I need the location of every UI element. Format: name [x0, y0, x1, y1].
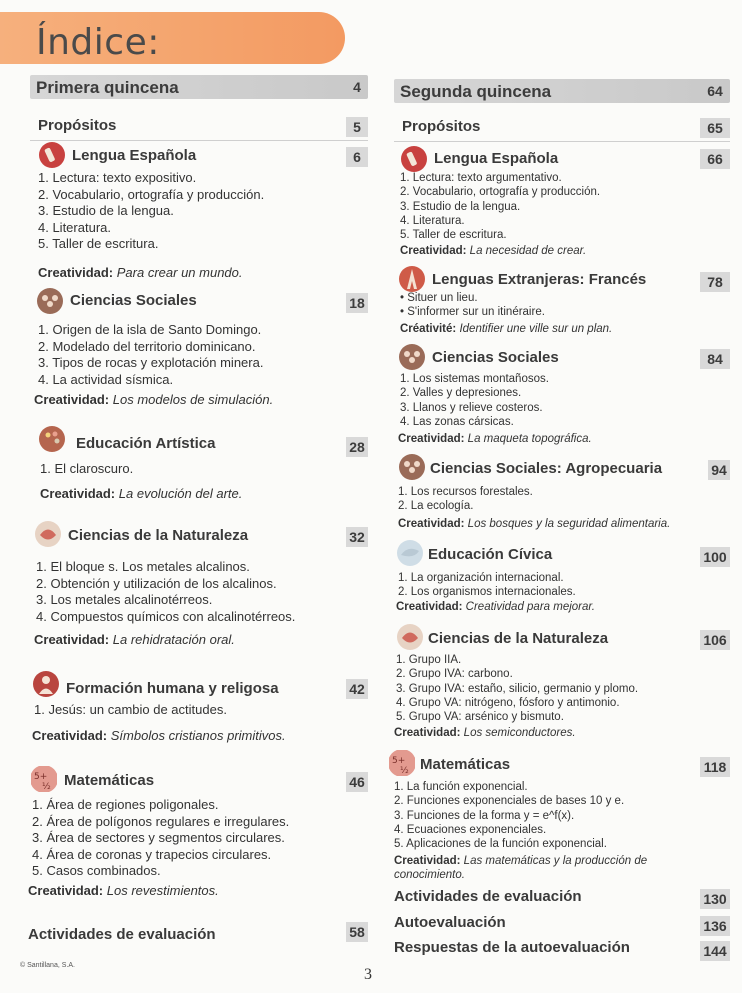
creatividad-label: Creatividad: [398, 433, 465, 445]
list-item: 2. Vocabulario, ortografía y producción. [38, 186, 265, 202]
pencil-hand-icon [38, 141, 66, 169]
list-item: 2. Funciones exponenciales de bases 10 y e. [394, 795, 625, 808]
svg-text:½: ½ [42, 782, 51, 792]
creatividad-text: Identifier une ville sur un plan. [459, 323, 613, 335]
list-item: 1. Jesús: un cambio de actitudes. [34, 702, 227, 717]
list-item: 2. Vocabulario, ortografía y producción. [400, 186, 601, 199]
creatividad-line [396, 601, 595, 613]
page-number: 130 [700, 889, 730, 909]
propositos-label: Propósitos [38, 117, 117, 134]
list-item: 5. Grupo VA: arsénico y bismuto. [396, 711, 564, 724]
list-item: • Situer un lieu. [400, 292, 478, 304]
page-number: 100 [700, 547, 730, 567]
creatividad-label: Creatividad: [394, 855, 461, 867]
list-item: 4. La actividad sísmica. [38, 371, 174, 387]
page-number: 6 [346, 147, 368, 167]
list-item: 2. Grupo IVA: carbono. [396, 668, 513, 681]
page-number: 94 [708, 460, 730, 480]
list-item: 1. Lectura: texto argumentativo. [400, 172, 562, 184]
list-item: 4. Literatura. [38, 219, 111, 235]
list-item: 1. Lectura: texto expositivo. [38, 170, 197, 185]
topic-list [398, 571, 576, 600]
creatividad-line [40, 486, 242, 501]
autoevaluacion-label: Autoevaluación [394, 914, 506, 931]
page-number: 5 [346, 117, 368, 137]
pencil-hand-icon [400, 145, 428, 173]
page-number: 65 [700, 118, 730, 138]
page-number: 28 [346, 437, 368, 457]
creatividad-line [38, 265, 243, 280]
left-column [28, 75, 368, 943]
topic-list [400, 372, 549, 429]
people-icon [398, 343, 426, 371]
eiffel-tower-icon [398, 265, 426, 293]
topic-list [38, 322, 263, 388]
quincena-label: Primera quincena [36, 78, 179, 97]
list-item: 4. Área de coronas y trapecios circulares. [32, 846, 272, 862]
list-item: 1. El bloque s. Los metales alcalinos. [36, 559, 250, 574]
creatividad-line [398, 433, 592, 445]
list-item: 3. Llanos y relieve costeros. [400, 401, 543, 414]
creatividad-text: Los bosques y la seguridad alimentaria. [467, 518, 671, 530]
list-item: 2. Modelado del territorio dominicano. [38, 338, 256, 354]
section-title: Ciencias Sociales [432, 349, 559, 366]
list-item: 4. Ecuaciones exponenciales. [394, 823, 547, 836]
propositos-label: Propósitos [402, 118, 481, 135]
page-number: 78 [700, 272, 730, 292]
creatividad-line [398, 518, 670, 530]
creatividad-label: Creatividad: [28, 883, 104, 898]
creatividad-line [34, 632, 235, 647]
right-column [392, 75, 730, 959]
topic-list [38, 170, 264, 253]
creatividad-label: Creatividad: [34, 632, 110, 647]
topic-list [398, 485, 533, 514]
list-item: 1. Los sistemas montañosos. [400, 373, 549, 385]
creatividad-text: La maqueta topográfica. [467, 433, 592, 445]
list-item: 3. Tipos de rocas y explotación minera. [38, 355, 264, 370]
quincena-header-left[interactable] [30, 75, 368, 99]
topic-list [40, 461, 133, 478]
list-item: 2. Valles y depresiones. [400, 387, 522, 400]
people-icon [36, 287, 64, 315]
list-item: 4. Las zonas cársicas. [400, 415, 514, 428]
creatividad-text: Los modelos de simulación. [112, 392, 274, 407]
propositos-row[interactable] [394, 115, 730, 145]
creatividad-label: Créativité: [400, 323, 457, 335]
page-number: 118 [700, 757, 730, 777]
section-title: Ciencias Sociales [70, 292, 197, 309]
creatividad-line [32, 728, 286, 743]
people-icon [398, 453, 426, 481]
creatividad-text: Los semiconductores. [463, 727, 576, 739]
list-item: 5. Aplicaciones de la función exponencial. [394, 838, 607, 851]
page-number: 4 [353, 79, 361, 95]
topic-list [396, 653, 638, 724]
quincena-header-right[interactable] [394, 79, 730, 103]
creatividad-label: Creatividad: [32, 728, 108, 743]
page-number: 64 [707, 83, 723, 99]
list-item: 2. Área de polígonos regulares e irregulares. [32, 813, 290, 829]
page-number: 84 [700, 349, 730, 369]
section-title: Lengua Española [72, 147, 197, 164]
creatividad-line [400, 245, 586, 257]
page-number: 144 [700, 941, 730, 961]
section-title: Ciencias de la Naturaleza [428, 630, 609, 647]
actividades-label: Actividades de evaluación [394, 888, 582, 905]
page-number-footer: 3 [364, 966, 372, 983]
math-icon [30, 765, 58, 793]
list-item: 4. Compuestos químicos con alcalinotérreos. [36, 608, 296, 624]
respuestas-label: Respuestas de la autoevaluación [394, 939, 630, 956]
creatividad-label: Creatividad: [400, 245, 467, 257]
list-item: 4. Grupo VA: nitrógeno, fósforo y antimonio. [396, 696, 620, 709]
creatividad-line [28, 883, 219, 898]
math-icon [388, 749, 416, 777]
list-item: 1. Origen de la isla de Santo Domingo. [38, 322, 262, 337]
creatividad-label: Creatividad: [40, 486, 116, 501]
list-item: 2. Los organismos internacionales. [398, 586, 576, 599]
section-title: Formación humana y religosa [66, 680, 279, 697]
svg-text:½: ½ [400, 766, 409, 776]
title-band [0, 12, 345, 64]
list-item: 5. Taller de escritura. [400, 229, 507, 242]
list-item: 1. La función exponencial. [394, 781, 528, 793]
topic-list [34, 702, 227, 719]
globe-icon [396, 539, 424, 567]
topic-list [36, 559, 295, 625]
creatividad-line [394, 727, 576, 739]
topic-list [400, 171, 600, 242]
page-number: 136 [700, 916, 730, 936]
creatividad-text: Los revestimientos. [106, 883, 219, 898]
propositos-row[interactable] [30, 113, 368, 143]
list-item: 3. Estudio de la lengua. [38, 203, 174, 218]
creatividad-text: Símbolos cristianos primitivos. [110, 728, 286, 743]
svg-text:5+: 5+ [34, 772, 48, 782]
list-item: 1. Los recursos forestales. [398, 486, 533, 498]
creatividad-label: Creatividad: [396, 601, 463, 613]
section-title: Educación Artística [76, 435, 216, 452]
list-item: 3. Los metales alcalinotérreos. [36, 592, 213, 607]
page-number: 46 [346, 772, 368, 792]
creatividad-text: La necesidad de crear. [469, 245, 587, 257]
page-number: 18 [346, 293, 368, 313]
topic-list [400, 291, 545, 320]
list-item: 2. Obtención y utilización de los alcalinos. [36, 575, 277, 591]
creatividad-text: Creatividad para mejorar. [465, 601, 595, 613]
creatividad-line [394, 854, 694, 882]
list-item: 3. Área de sectores y segmentos circulares. [32, 830, 285, 845]
section-title: Matemáticas [420, 756, 511, 773]
creatividad-text: La evolución del arte. [118, 486, 243, 501]
list-item: 1. Área de regiones poligonales. [32, 797, 219, 812]
creatividad-text: Para crear un mundo. [116, 265, 243, 280]
creatividad-text: Las matemáticas y la producción de conocimiento. [394, 855, 648, 881]
section-title: Lengua Española [434, 150, 559, 167]
list-item: 1. La organización internacional. [398, 572, 564, 584]
page-title: Índice: [36, 22, 160, 63]
list-item: 1. El claroscuro. [40, 461, 134, 476]
section-title: Ciencias Sociales: Agropecuaria [430, 460, 663, 477]
creatividad-line [34, 392, 273, 407]
list-item: 1. Grupo IIA. [396, 654, 462, 666]
creatividad-label: Creatividad: [394, 727, 461, 739]
actividades-label: Actividades de evaluación [28, 926, 216, 943]
palette-icon [38, 425, 66, 453]
page-number: 66 [700, 149, 730, 169]
topic-list [32, 797, 289, 880]
creatividad-line [400, 323, 612, 335]
section-title: Matemáticas [64, 772, 155, 789]
page-number: 106 [700, 630, 730, 650]
list-item: 3. Grupo IVA: estaño, silicio, germanio y plomo. [396, 682, 639, 695]
quincena-label: Segunda quincena [400, 82, 552, 101]
creatividad-label: Creatividad: [34, 392, 110, 407]
copyright: © Santillana, S.A. [20, 962, 75, 969]
list-item: 3. Funciones de la forma y = e^f(x). [394, 809, 575, 822]
creatividad-text: La rehidratación oral. [112, 632, 235, 647]
section-title: Educación Cívica [428, 546, 553, 563]
svg-text:5+: 5+ [392, 756, 406, 766]
section-title: Lenguas Extranjeras: Francés [432, 271, 647, 288]
list-item: 3. Estudio de la lengua. [400, 200, 521, 213]
list-item: 2. La ecología. [398, 500, 474, 513]
section-title: Ciencias de la Naturaleza [68, 527, 249, 544]
person-icon [32, 670, 60, 698]
brain-icon [396, 623, 424, 651]
page-number: 42 [346, 679, 368, 699]
brain-icon [34, 520, 62, 548]
page-number: 32 [346, 527, 368, 547]
list-item: 5. Taller de escritura. [38, 236, 159, 251]
list-item: • S'informer sur un itinéraire. [400, 306, 545, 319]
list-item: 5. Casos combinados. [32, 863, 161, 878]
creatividad-label: Creatividad: [398, 518, 465, 530]
list-item: 4. Literatura. [400, 214, 465, 227]
page-number: 58 [346, 922, 368, 942]
creatividad-label: Creatividad: [38, 265, 114, 280]
topic-list [394, 780, 624, 851]
